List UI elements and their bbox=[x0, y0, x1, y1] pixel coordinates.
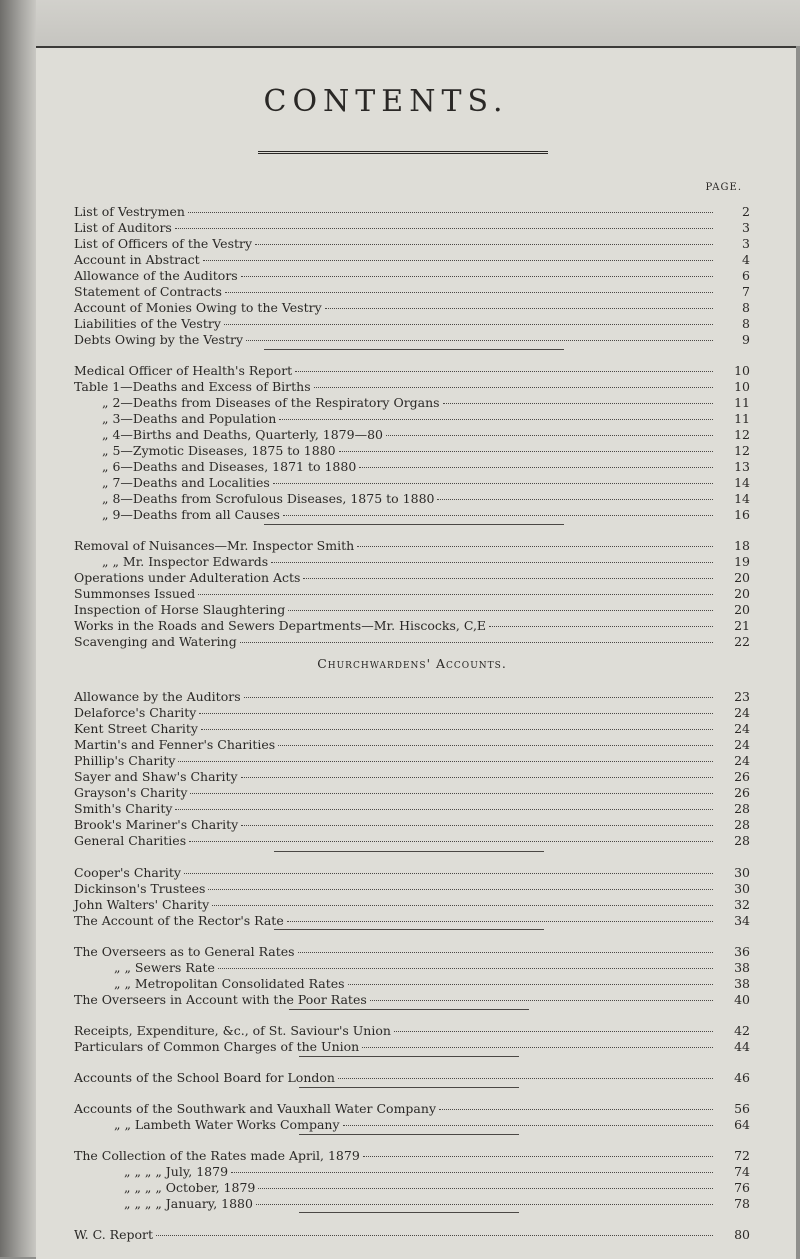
toc-entry-label: Brook's Mariner's Charity bbox=[74, 817, 239, 832]
toc-entry bbox=[74, 1101, 750, 1117]
toc-entry-page: 20 bbox=[734, 586, 750, 601]
toc-entry-page: 80 bbox=[734, 1227, 750, 1242]
toc-entry bbox=[74, 705, 750, 721]
toc-entry-page: 74 bbox=[734, 1164, 750, 1179]
dot-leader bbox=[339, 451, 713, 452]
page-title: CONTENTS. bbox=[263, 84, 509, 119]
dot-leader bbox=[298, 952, 713, 953]
toc-entry-page: 28 bbox=[734, 817, 750, 832]
toc-entry bbox=[74, 801, 750, 817]
dot-leader bbox=[437, 499, 713, 500]
toc-entry-page: 28 bbox=[734, 833, 750, 848]
toc-entry-page: 8 bbox=[742, 300, 750, 315]
toc-entry-label: Table 1—Deaths and Excess of Births bbox=[74, 379, 311, 394]
toc-entry-label: Grayson's Charity bbox=[74, 785, 188, 800]
toc-entry-label: Cooper's Charity bbox=[74, 865, 181, 880]
section-divider bbox=[264, 349, 564, 350]
toc-entry-label: „ „ „ „ October, 1879 bbox=[124, 1180, 256, 1195]
dot-leader bbox=[190, 793, 713, 794]
dot-leader bbox=[244, 697, 713, 698]
dot-leader bbox=[279, 419, 713, 420]
dot-leader bbox=[241, 825, 713, 826]
toc-entry bbox=[74, 634, 750, 650]
toc-entry-page: 38 bbox=[734, 960, 750, 975]
toc-entry-label: Account of Monies Owing to the Vestry bbox=[74, 300, 322, 315]
toc-entry-label: „ 4—Births and Deaths, Quarterly, 1879—80 bbox=[102, 427, 383, 442]
toc-entry bbox=[74, 1148, 750, 1164]
toc-entry-label: General Charities bbox=[74, 833, 187, 848]
toc-entry-page: 26 bbox=[734, 785, 750, 800]
toc-entry-page: 20 bbox=[734, 570, 750, 585]
toc-entry-label: Debts Owing by the Vestry bbox=[74, 332, 244, 347]
toc-entry-page: 24 bbox=[734, 721, 750, 736]
toc-entry bbox=[74, 1070, 750, 1086]
toc-entry-label: Medical Officer of Health's Report bbox=[74, 363, 293, 378]
toc-entry bbox=[74, 443, 750, 459]
dot-leader bbox=[246, 340, 713, 341]
toc-entry bbox=[74, 865, 750, 881]
dot-leader bbox=[208, 889, 713, 890]
toc-entry-page: 64 bbox=[734, 1117, 750, 1132]
toc-entry-page: 12 bbox=[734, 427, 750, 442]
toc-entry bbox=[74, 491, 750, 507]
toc-entry-page: 23 bbox=[734, 689, 750, 704]
page-column-header: PAGE. bbox=[705, 182, 742, 193]
toc-entry-page: 78 bbox=[734, 1196, 750, 1211]
toc-entry bbox=[74, 1039, 750, 1055]
toc-entry bbox=[74, 1180, 750, 1196]
toc-entry-page: 3 bbox=[742, 236, 750, 251]
toc-entry bbox=[74, 332, 750, 348]
toc-entry-page: 10 bbox=[734, 379, 750, 394]
toc-entry bbox=[74, 236, 750, 252]
dot-leader bbox=[489, 626, 713, 627]
toc-entry-page: 14 bbox=[734, 491, 750, 506]
toc-entry-page: 30 bbox=[734, 881, 750, 896]
toc-entry-label: „ 6—Deaths and Diseases, 1871 to 1880 bbox=[102, 459, 357, 474]
toc-entry bbox=[74, 897, 750, 913]
dot-leader bbox=[394, 1031, 713, 1032]
dot-leader bbox=[359, 467, 713, 468]
toc-entry-page: 72 bbox=[734, 1148, 750, 1163]
toc-entry-page: 26 bbox=[734, 769, 750, 784]
dot-leader bbox=[283, 515, 713, 516]
dot-leader bbox=[288, 610, 713, 611]
toc-entry bbox=[74, 554, 750, 570]
section-divider bbox=[299, 1087, 519, 1088]
dot-leader bbox=[357, 546, 713, 547]
toc-entry bbox=[74, 721, 750, 737]
toc-entry-label: List of Vestrymen bbox=[74, 204, 185, 219]
toc-entry-page: 18 bbox=[734, 538, 750, 553]
section-divider bbox=[264, 524, 564, 525]
dot-leader bbox=[314, 387, 713, 388]
toc-entry-page: 76 bbox=[734, 1180, 750, 1195]
toc-entry-page: 38 bbox=[734, 976, 750, 991]
toc-entry-label: Delaforce's Charity bbox=[74, 705, 197, 720]
toc-entry-page: 42 bbox=[734, 1023, 750, 1038]
dot-leader bbox=[256, 1204, 713, 1205]
toc-entry bbox=[74, 411, 750, 427]
toc-entry bbox=[74, 1117, 750, 1133]
toc-entry-label: Summonses Issued bbox=[74, 586, 196, 601]
dot-leader bbox=[363, 1156, 713, 1157]
toc-entry-label: „ „ Lambeth Water Works Company bbox=[114, 1117, 340, 1132]
toc-entry bbox=[74, 769, 750, 785]
dot-leader bbox=[443, 403, 713, 404]
toc-entry-label: „ 9—Deaths from all Causes bbox=[102, 507, 280, 522]
toc-entry bbox=[74, 753, 750, 769]
section-divider bbox=[299, 1056, 519, 1057]
toc-entry-page: 14 bbox=[734, 475, 750, 490]
dot-leader bbox=[198, 594, 713, 595]
toc-entry bbox=[74, 881, 750, 897]
toc-entry-label: Accounts of the Southwark and Vauxhall Water Company bbox=[74, 1101, 436, 1116]
toc-entry-label: Receipts, Expenditure, &c., of St. Saviour's Union bbox=[74, 1023, 391, 1038]
toc-entry-label: Account in Abstract bbox=[74, 252, 200, 267]
toc-entry-page: 4 bbox=[742, 252, 750, 267]
dot-leader bbox=[201, 729, 713, 730]
toc-entry-label: Allowance by the Auditors bbox=[74, 689, 241, 704]
toc-entry-label: Scavenging and Watering bbox=[74, 634, 237, 649]
toc-entry-page: 24 bbox=[734, 737, 750, 752]
toc-entry-page: 30 bbox=[734, 865, 750, 880]
toc-entry-page: 6 bbox=[742, 268, 750, 283]
toc-entry bbox=[74, 459, 750, 475]
toc-entry-label: „ 2—Deaths from Diseases of the Respiratory Organs bbox=[102, 395, 440, 410]
toc-entry bbox=[74, 252, 750, 268]
dot-leader bbox=[338, 1078, 713, 1079]
toc-entry-label: „ 7—Deaths and Localities bbox=[102, 475, 270, 490]
toc-entry-label: The Overseers as to General Rates bbox=[74, 944, 295, 959]
toc-entry bbox=[74, 1196, 750, 1212]
dot-leader bbox=[184, 873, 713, 874]
toc-entry bbox=[74, 586, 750, 602]
toc-entry bbox=[74, 817, 750, 833]
toc-entry-page: 40 bbox=[734, 992, 750, 1007]
toc-entry-page: 16 bbox=[734, 507, 750, 522]
toc-entry-label: „ 3—Deaths and Population bbox=[102, 411, 277, 426]
toc-entry bbox=[74, 602, 750, 618]
dot-leader bbox=[295, 371, 713, 372]
toc-entry bbox=[74, 976, 750, 992]
toc-entry-label: W. C. Report bbox=[74, 1227, 154, 1242]
dot-leader bbox=[224, 324, 713, 325]
toc-entry-label: John Walters' Charity bbox=[74, 897, 210, 912]
dot-leader bbox=[175, 228, 713, 229]
dot-leader bbox=[271, 562, 713, 563]
toc-entry bbox=[74, 268, 750, 284]
dot-leader bbox=[370, 1000, 713, 1001]
dot-leader bbox=[439, 1109, 713, 1110]
toc-entry bbox=[74, 379, 750, 395]
dot-leader bbox=[178, 761, 713, 762]
dot-leader bbox=[348, 984, 713, 985]
dot-leader bbox=[241, 276, 713, 277]
dot-leader bbox=[278, 745, 713, 746]
toc-entry-label: Sayer and Shaw's Charity bbox=[74, 769, 238, 784]
toc-entry-page: 7 bbox=[742, 284, 750, 299]
toc-entry bbox=[74, 507, 750, 523]
toc-entry-page: 3 bbox=[742, 220, 750, 235]
toc-entry-label: „ „ „ „ January, 1880 bbox=[124, 1196, 253, 1211]
toc-entry-page: 46 bbox=[734, 1070, 750, 1085]
toc-entry-page: 22 bbox=[734, 634, 750, 649]
toc-entry bbox=[74, 395, 750, 411]
toc-entry bbox=[74, 284, 750, 300]
toc-entry-page: 11 bbox=[734, 395, 750, 410]
toc-entry bbox=[74, 913, 750, 929]
title-rule bbox=[258, 151, 548, 157]
toc-entry-label: The Overseers in Account with the Poor Rates bbox=[74, 992, 367, 1007]
toc-entry-label: Works in the Roads and Sewers Departments—Mr. Hiscocks, C,E bbox=[74, 618, 487, 633]
toc-entry-page: 28 bbox=[734, 801, 750, 816]
toc-entry bbox=[74, 785, 750, 801]
toc-entry-page: 19 bbox=[734, 554, 750, 569]
toc-entry-label: „ „ Mr. Inspector Edwards bbox=[102, 554, 269, 569]
toc-entry-label: Operations under Adulteration Acts bbox=[74, 570, 301, 585]
toc-entry bbox=[74, 944, 750, 960]
toc-entry-label: Liabilities of the Vestry bbox=[74, 316, 221, 331]
dot-leader bbox=[156, 1235, 713, 1236]
toc-entry bbox=[74, 992, 750, 1008]
toc-entry bbox=[74, 618, 750, 634]
toc-entry bbox=[74, 363, 750, 379]
section-divider bbox=[289, 1009, 529, 1010]
toc-entry-label: Inspection of Horse Slaughtering bbox=[74, 602, 286, 617]
section-divider bbox=[274, 851, 544, 852]
toc-entry-label: Kent Street Charity bbox=[74, 721, 198, 736]
toc-entry-label: Removal of Nuisances—Mr. Inspector Smith bbox=[74, 538, 355, 553]
toc-entry bbox=[74, 204, 750, 220]
dot-leader bbox=[255, 244, 713, 245]
toc-entry-page: 44 bbox=[734, 1039, 750, 1054]
toc-entry-page: 56 bbox=[734, 1101, 750, 1116]
toc-entry-page: 11 bbox=[734, 411, 750, 426]
dot-leader bbox=[203, 260, 713, 261]
toc-entry bbox=[74, 300, 750, 316]
toc-entry-label: List of Auditors bbox=[74, 220, 172, 235]
dot-leader bbox=[273, 483, 713, 484]
toc-entry bbox=[74, 960, 750, 976]
toc-entry-page: 21 bbox=[734, 618, 750, 633]
toc-entry bbox=[74, 1164, 750, 1180]
toc-entry-label: Dickinson's Trustees bbox=[74, 881, 206, 896]
toc-entry bbox=[74, 427, 750, 443]
toc-entry-label: „ 5—Zymotic Diseases, 1875 to 1880 bbox=[102, 443, 336, 458]
toc-entry-label: „ „ Sewers Rate bbox=[114, 960, 215, 975]
toc-entry-page: 8 bbox=[742, 316, 750, 331]
toc-entry-page: 34 bbox=[734, 913, 750, 928]
dot-leader bbox=[188, 212, 713, 213]
toc-entry-label: „ „ Metropolitan Consolidated Rates bbox=[114, 976, 345, 991]
dot-leader bbox=[258, 1188, 713, 1189]
dot-leader bbox=[199, 713, 713, 714]
toc-entry-label: Smith's Charity bbox=[74, 801, 173, 816]
toc-entry-label: Accounts of the School Board for London bbox=[74, 1070, 335, 1085]
toc-entry bbox=[74, 538, 750, 554]
toc-entry-label: The Collection of the Rates made April, 1879 bbox=[74, 1148, 360, 1163]
toc-entry bbox=[74, 833, 750, 849]
dot-leader bbox=[212, 905, 713, 906]
dot-leader bbox=[231, 1172, 713, 1173]
toc-entry-label: Particulars of Common Charges of the Union bbox=[74, 1039, 360, 1054]
section-divider bbox=[299, 1212, 519, 1213]
toc-entry-page: 24 bbox=[734, 705, 750, 720]
dot-leader bbox=[218, 968, 713, 969]
toc-entry-label: List of Officers of the Vestry bbox=[74, 236, 253, 251]
dot-leader bbox=[241, 777, 713, 778]
dot-leader bbox=[189, 841, 713, 842]
document-page bbox=[36, 46, 796, 1259]
section-divider bbox=[299, 1134, 519, 1135]
toc-entry-page: 2 bbox=[742, 204, 750, 219]
toc-entry bbox=[74, 737, 750, 753]
toc-entry-page: 12 bbox=[734, 443, 750, 458]
toc-entry-label: „ 8—Deaths from Scrofulous Diseases, 1875 to 1880 bbox=[102, 491, 435, 506]
toc-entry-page: 24 bbox=[734, 753, 750, 768]
toc-entry bbox=[74, 220, 750, 236]
toc-entry bbox=[74, 689, 750, 705]
dot-leader bbox=[325, 308, 713, 309]
dot-leader bbox=[175, 809, 713, 810]
toc-entry-page: 20 bbox=[734, 602, 750, 617]
dot-leader bbox=[386, 435, 713, 436]
toc-entry-page: 9 bbox=[742, 332, 750, 347]
toc-entry-label: Phillip's Charity bbox=[74, 753, 176, 768]
dot-leader bbox=[303, 578, 713, 579]
toc-entry-page: 13 bbox=[734, 459, 750, 474]
toc-entry bbox=[74, 1023, 750, 1039]
toc-entry-label: Allowance of the Auditors bbox=[74, 268, 238, 283]
toc-entry-page: 10 bbox=[734, 363, 750, 378]
section-divider bbox=[274, 929, 544, 930]
toc-entry-page: 32 bbox=[734, 897, 750, 912]
dot-leader bbox=[225, 292, 713, 293]
toc-entry-label: The Account of the Rector's Rate bbox=[74, 913, 284, 928]
toc-entry-label: Statement of Contracts bbox=[74, 284, 222, 299]
binding-gutter bbox=[0, 0, 36, 1257]
toc-entry bbox=[74, 1227, 750, 1243]
toc-entry bbox=[74, 570, 750, 586]
toc-entry-label: Martin's and Fenner's Charities bbox=[74, 737, 276, 752]
churchwardens-heading: Churchwardens' Accounts. bbox=[317, 656, 507, 671]
dot-leader bbox=[343, 1125, 713, 1126]
toc-entry bbox=[74, 475, 750, 491]
top-margin bbox=[0, 0, 800, 46]
toc-entry bbox=[74, 316, 750, 332]
toc-entry-label: „ „ „ „ July, 1879 bbox=[124, 1164, 229, 1179]
dot-leader bbox=[287, 921, 713, 922]
toc-entry-page: 36 bbox=[734, 944, 750, 959]
dot-leader bbox=[240, 642, 713, 643]
dot-leader bbox=[362, 1047, 713, 1048]
